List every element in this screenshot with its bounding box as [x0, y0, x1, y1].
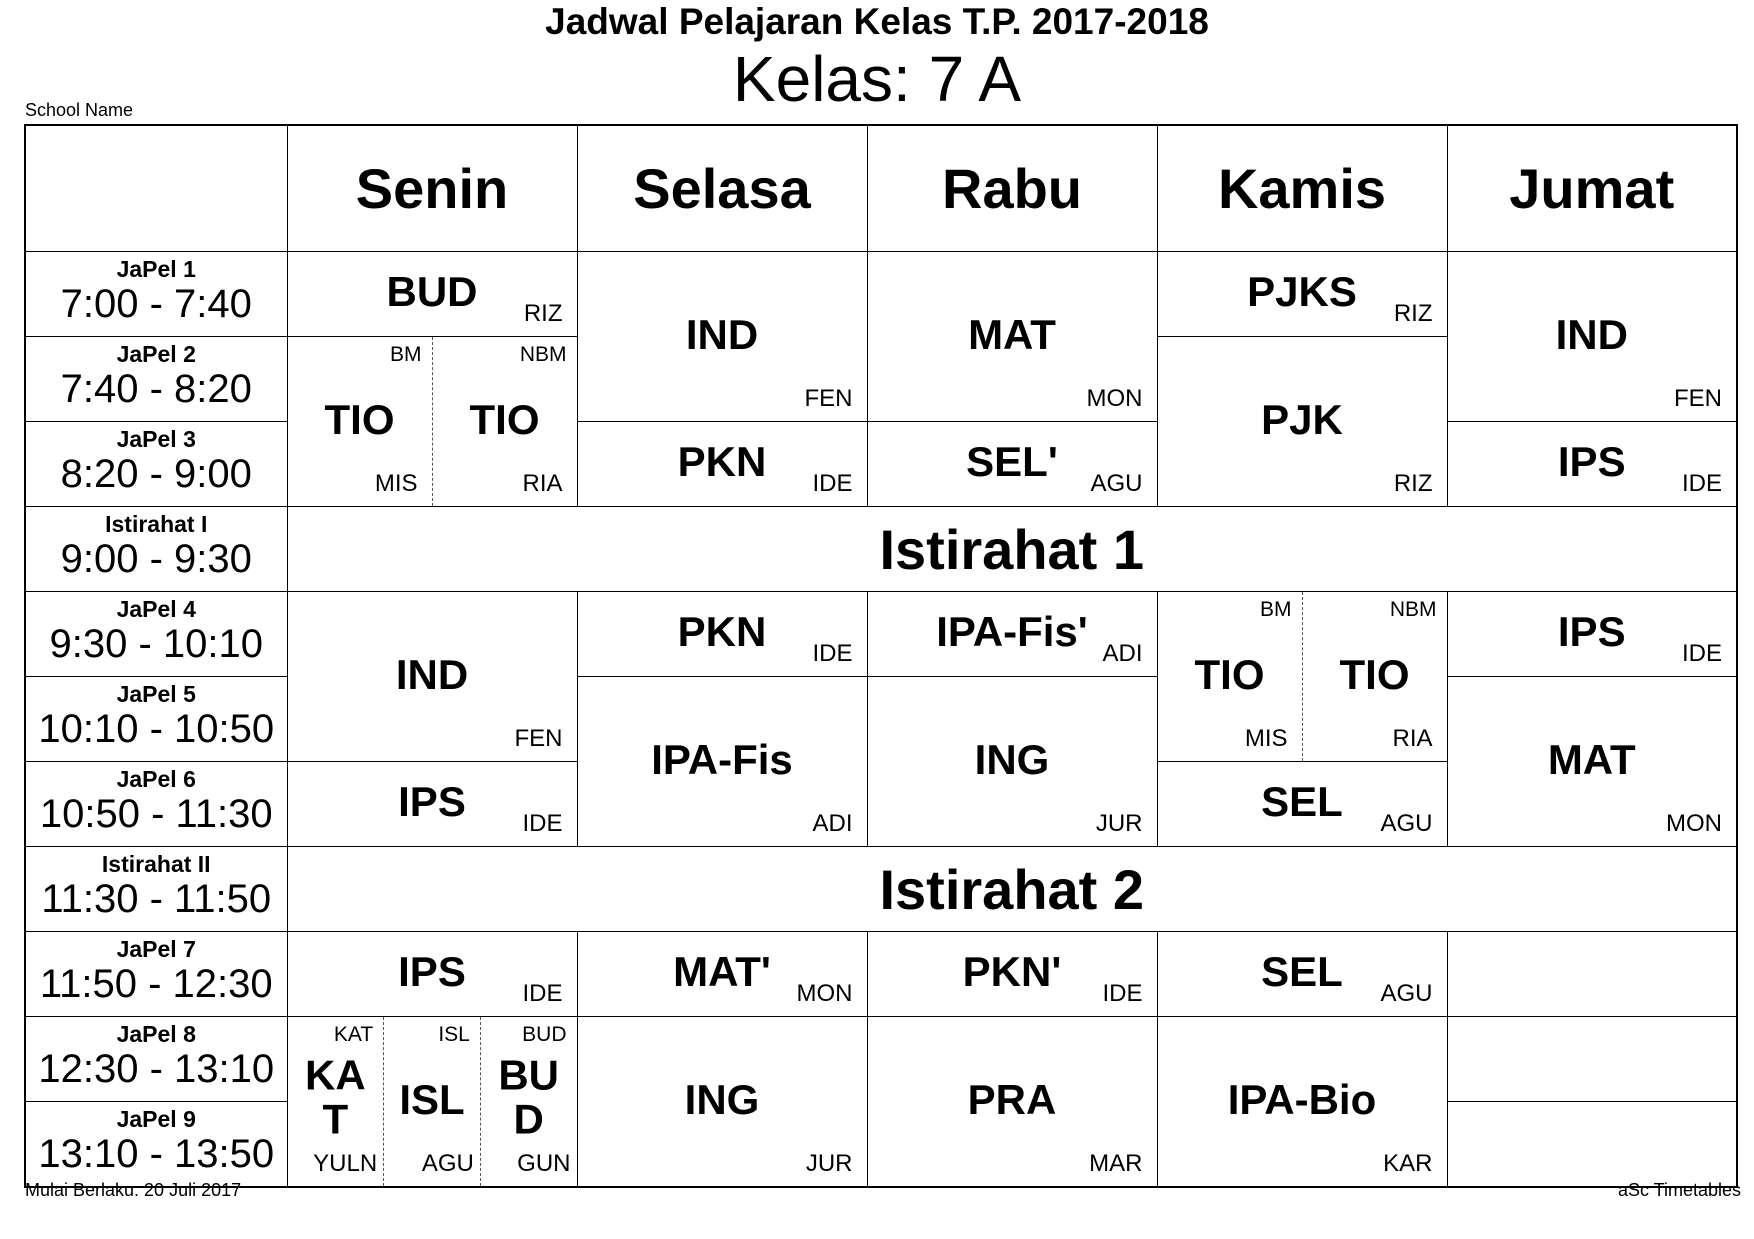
lesson-cell [287, 252, 577, 337]
period-header [25, 847, 287, 932]
empty-cell [1447, 1102, 1737, 1188]
lesson-cell [1447, 677, 1737, 847]
lesson-subject: IPS [1557, 607, 1626, 655]
period-label: JaPel 8 [116, 1021, 196, 1047]
day-header-rabu: Rabu [867, 125, 1157, 252]
lesson-cell [577, 677, 867, 847]
lesson-cell [1157, 932, 1447, 1017]
period-time: 10:50 - 11:30 [39, 792, 273, 836]
lesson-teacher: KAR [1383, 1150, 1433, 1177]
lesson-subject: TIO [324, 395, 395, 443]
period-time: 10:10 - 10:50 [38, 707, 275, 751]
corner-cell [25, 125, 287, 252]
lesson-subject: IPA-Fis' [936, 607, 1088, 655]
period-time: 7:00 - 7:40 [60, 282, 252, 326]
lesson-teacher: IDE [812, 470, 853, 497]
period-label: Istirahat I [105, 511, 208, 537]
class-label: Kelas: 7 A [732, 43, 1022, 115]
generator-credit: aSc Timetables [1617, 1180, 1741, 1200]
lesson-group: BM [390, 343, 422, 366]
period-header [25, 932, 287, 1017]
lesson-cell [577, 252, 867, 422]
lesson-subject: PJK [1261, 395, 1343, 443]
lesson-subject: MAT' [673, 947, 771, 995]
lesson-teacher: RIZ [1393, 300, 1433, 327]
lesson-cell-split [287, 337, 577, 507]
timetable-grid [24, 124, 1738, 1188]
day-header-kamis: Kamis [1157, 125, 1447, 252]
lesson-subject: ING [974, 735, 1050, 783]
period-label: JaPel 4 [116, 596, 196, 622]
period-header [25, 337, 287, 422]
period-label: JaPel 9 [116, 1106, 196, 1132]
period-header [25, 677, 287, 762]
lesson-subject: PRA [967, 1075, 1057, 1123]
lesson-subject: SEL [1261, 947, 1343, 995]
period-label: JaPel 5 [116, 681, 196, 707]
period-time: 8:20 - 9:00 [60, 452, 252, 496]
period-header [25, 1102, 287, 1188]
lesson-teacher: IDE [1681, 470, 1722, 497]
lesson-subject: PKN [677, 607, 767, 655]
lesson-cell [1447, 252, 1737, 422]
lesson-subject: IND [1555, 310, 1628, 358]
period-label: JaPel 7 [116, 936, 196, 962]
lesson-cell [1157, 762, 1447, 847]
effective-date: Mulai Berlaku: 20 Juli 2017 [25, 1180, 242, 1200]
lesson-cell [577, 1017, 867, 1188]
lesson-teacher: ADI [812, 810, 853, 837]
lesson-cell [867, 592, 1157, 677]
lesson-subject: PKN' [962, 947, 1062, 995]
lesson-subject: KA T [305, 1051, 366, 1143]
period-time: 9:00 - 9:30 [60, 537, 252, 581]
lesson-group: BUD [522, 1023, 567, 1046]
lesson-cell [287, 592, 577, 762]
period-header [25, 1017, 287, 1102]
lesson-cell [287, 762, 577, 847]
lesson-teacher: AGU [1380, 980, 1433, 1007]
lesson-teacher: MON [796, 980, 853, 1007]
lesson-cell [1447, 422, 1737, 507]
period-label: JaPel 1 [116, 256, 196, 282]
lesson-subject: TIO [1194, 650, 1265, 698]
lesson-subject: IPS [398, 947, 466, 995]
lesson-teacher: FEN [1674, 385, 1722, 412]
lesson-teacher: JUR [1095, 810, 1143, 837]
lesson-subject: ISL [399, 1075, 465, 1123]
period-header [25, 592, 287, 677]
break-row-1: Istirahat 1 [287, 507, 1737, 592]
lesson-subject: IPA-Bio [1227, 1075, 1377, 1123]
day-header-selasa: Selasa [577, 125, 867, 252]
lesson-teacher: FEN [804, 385, 853, 412]
period-header [25, 507, 287, 592]
period-time: 9:30 - 10:10 [49, 622, 263, 666]
lesson-teacher: JUR [805, 1150, 853, 1177]
lesson-teacher: IDE [522, 810, 563, 837]
lesson-teacher: IDE [812, 640, 853, 667]
lesson-subject: MAT [1547, 735, 1636, 783]
lesson-group: ISL [438, 1023, 470, 1046]
day-header-senin: Senin [287, 125, 577, 252]
lesson-group: BM [1260, 598, 1292, 621]
lesson-teacher: AGU [421, 1150, 474, 1177]
period-time: 13:10 - 13:50 [38, 1132, 275, 1176]
lesson-teacher: MAR [1089, 1150, 1143, 1177]
lesson-teacher: GUN [517, 1150, 571, 1177]
empty-cell [1447, 1017, 1737, 1102]
lesson-group: NBM [1389, 598, 1437, 621]
lesson-cell [577, 422, 867, 507]
period-header [25, 422, 287, 507]
period-label: Istirahat II [101, 851, 211, 877]
lesson-cell [867, 252, 1157, 422]
lesson-teacher: MON [1666, 810, 1722, 837]
lesson-group: NBM [519, 343, 567, 366]
lesson-subject: MAT [968, 310, 1056, 358]
lesson-subject: ING [684, 1075, 760, 1123]
lesson-teacher: RIZ [1393, 470, 1433, 497]
lesson-cell [867, 932, 1157, 1017]
lesson-subject: IND [685, 310, 759, 358]
lesson-teacher: AGU [1380, 810, 1433, 837]
lesson-cell-split [1157, 592, 1447, 762]
lesson-teacher: FEN [514, 725, 563, 752]
lesson-teacher: IDE [522, 980, 563, 1007]
lesson-subject: BU D [498, 1051, 560, 1143]
day-header-jumat: Jumat [1447, 125, 1737, 252]
lesson-subject: BUD [386, 267, 478, 315]
lesson-cell [287, 932, 577, 1017]
lesson-teacher: YULN [313, 1150, 378, 1177]
lesson-cell [577, 932, 867, 1017]
lesson-subject: PJKS [1247, 267, 1357, 315]
period-time: 12:30 - 13:10 [38, 1047, 275, 1091]
empty-cell [1447, 932, 1737, 1017]
lesson-subject: TIO [1339, 650, 1410, 698]
lesson-teacher: ADI [1102, 640, 1143, 667]
lesson-teacher: AGU [1090, 470, 1143, 497]
lesson-cell [867, 1017, 1157, 1188]
lesson-subject: TIO [469, 395, 540, 443]
period-label: JaPel 6 [116, 766, 196, 792]
lesson-cell [867, 422, 1157, 507]
lesson-subject: IPS [1557, 437, 1626, 485]
lesson-group: KAT [333, 1023, 374, 1046]
school-name: School Name [25, 100, 134, 120]
lesson-subject: IND [395, 650, 469, 698]
lesson-subject: SEL [1261, 777, 1343, 825]
lesson-teacher: RIA [1392, 725, 1433, 752]
lesson-cell-split [287, 1017, 577, 1188]
lesson-cell [577, 592, 867, 677]
lesson-subject: IPS [398, 777, 466, 825]
lesson-subject: IPA-Fis [651, 735, 793, 783]
lesson-cell [867, 677, 1157, 847]
lesson-cell [1157, 252, 1447, 337]
lesson-teacher: MIS [1244, 725, 1288, 752]
lesson-subject: PKN [677, 437, 767, 485]
lesson-teacher: MIS [374, 470, 418, 497]
period-label: JaPel 3 [116, 426, 196, 452]
period-header [25, 252, 287, 337]
period-time: 11:50 - 12:30 [39, 962, 273, 1006]
period-label: JaPel 2 [116, 341, 196, 367]
lesson-cell [1447, 592, 1737, 677]
lesson-teacher: RIZ [523, 300, 563, 327]
lesson-cell [1157, 1017, 1447, 1188]
lesson-teacher: IDE [1102, 980, 1143, 1007]
timetable-title: Jadwal Pelajaran Kelas T.P. 2017-2018 [545, 1, 1209, 42]
lesson-cell [1157, 337, 1447, 507]
period-header [25, 762, 287, 847]
lesson-teacher: IDE [1681, 640, 1722, 667]
lesson-teacher: RIA [522, 470, 563, 497]
lesson-teacher: MON [1086, 385, 1143, 412]
lesson-subject: SEL' [966, 437, 1058, 485]
period-time: 11:30 - 11:50 [41, 877, 272, 921]
period-time: 7:40 - 8:20 [60, 367, 252, 411]
break-row-2: Istirahat 2 [287, 847, 1737, 932]
